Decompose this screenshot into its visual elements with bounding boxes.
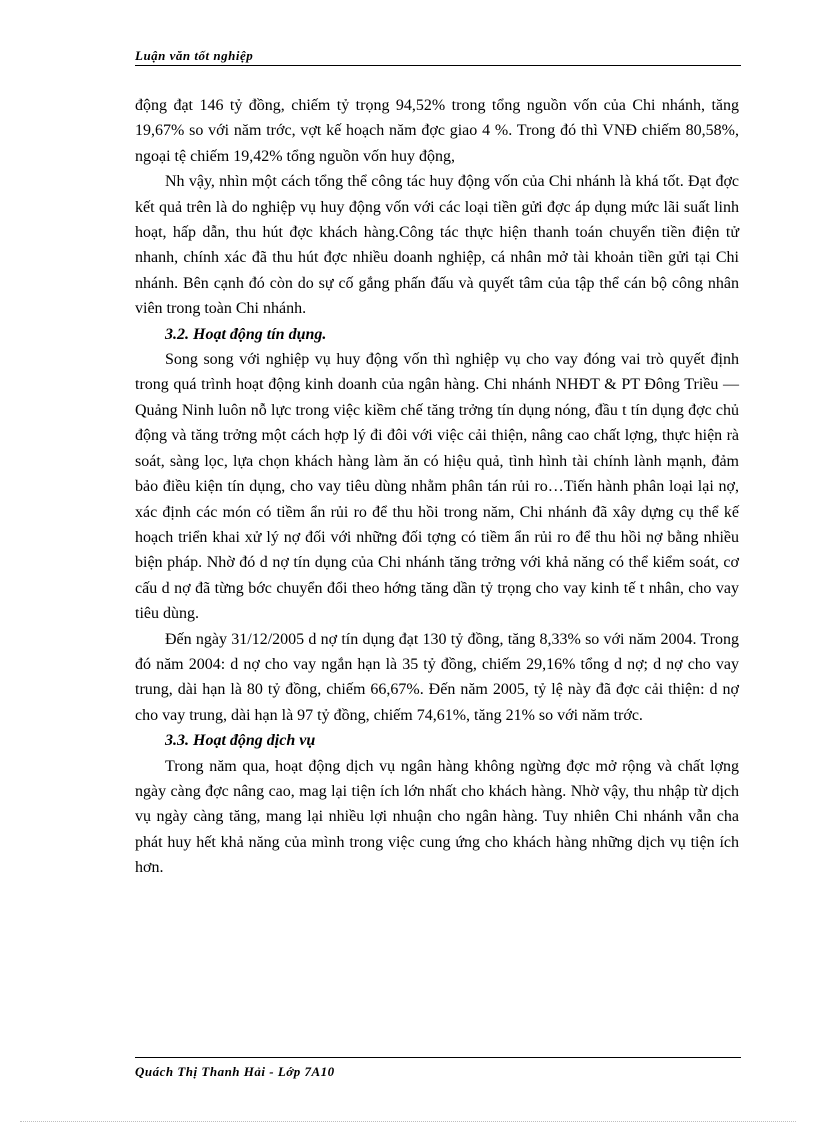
page-header: Luận văn tốt nghiệp (135, 48, 254, 63)
page-footer: Quách Thị Thanh Hải - Lớp 7A10 (135, 1064, 335, 1079)
page-body (135, 93, 739, 881)
paragraph-credit-figures: Đến ngày 31/12/2005 d nợ tín dụng đạt 130 tỷ đồng, tăng 8,33% so với năm 2004. Trong đó năm 2004: d nợ cho vay ngắn hạn là 35 tỷ đồng, chiếm 29,16% tổng d nợ; d nợ cho vay trung, dài hạn là 80 tỷ đồng, chiếm 66,67%. Đến năm 2005, tỷ lệ này đã đợc cải thiện: d nợ cho vay trung, dài hạn là 97 tỷ đồng, chiếm 74,61%, tăng 21% so với năm trớc. (135, 630, 739, 724)
paragraph-mobilization-summary: Nh vậy, nhìn một cách tổng thể công tác huy động vốn của Chi nhánh là khá tốt. Đạt đợc kết quả trên là do nghiệp vụ huy động vốn với các loại tiền gửi đợc áp dụng mức lãi suất linh hoạt, hấp dẫn, thu hút đợc khách hàng.Công tác thực hiện thanh toán chuyển tiền điện tử nhanh, chính xác đã thu hút đợc nhiều doanh nghiệp, cá nhân mở tài khoản tiền gửi tại Chi nhánh. Bên cạnh đó còn do sự cố gắng phấn đấu và quyết tâm của tập thể cán bộ công nhân viên trong toàn Chi nhánh. (135, 173, 739, 318)
page-bottom-dotted-line (20, 1121, 796, 1122)
paragraph-service-activity: Trong năm qua, hoạt động dịch vụ ngân hàng không ngừng đợc mở rộng và chất lợng ngày càng đợc nâng cao, mag lại tiện ích lớn nhất cho khách hàng. Nhờ vậy, thu nhập từ dịch vụ ngày càng tăng, mang lại nhiều lợi nhuận cho ngân hàng. Tuy nhiên Chi nhánh vẫn cha phát huy hết khả năng của mình trong việc cung ứng cho khách hàng những dịch vụ tiện ích hơn. (135, 757, 739, 877)
header-rule (135, 65, 741, 66)
footer-rule (135, 1057, 741, 1058)
paragraph-capital-mobilization: động đạt 146 tỷ đồng, chiếm tỷ trọng 94,52% trong tổng nguồn vốn của Chi nhánh, tăng 19,67% so với năm trớc, vợt kế hoạch năm đợc giao 4 %. Trong đó thì VNĐ chiếm 80,58%, ngoại tệ chiếm 19,42% tổng nguồn vốn huy động, (135, 97, 739, 165)
heading-credit-activity: 3.2. Hoạt động tín dụng. (165, 325, 327, 343)
heading-service-activity: 3.3. Hoạt động dịch vụ (165, 732, 316, 750)
paragraph-credit-activity: Song song với nghiệp vụ huy động vốn thì nghiệp vụ cho vay đóng vai trò quyết định trong quá trình hoạt động kinh doanh của ngân hàng. Chi nhánh NHĐT & PT Đông Triều — Quảng Ninh luôn nỗ lực trong việc kiềm chế tăng trởng tín dụng nóng, đầu t tín dụng đợc chủ động và tăng trởng một cách hợp lý đi đôi với việc cải thiện, nâng cao chất lợng, thực hiện rà soát, sàng lọc, lựa chọn khách hàng làm ăn có hiệu quả, tình hình tài chính lành mạnh, đảm bảo điều kiện tín dụng, cho vay tiêu dùng nhằm phân tán rủi ro…Tiến hành phân loại lại nợ, xác định các món có tiềm ẩn rủi ro để thu hồi trong năm, Chi nhánh đã xây dựng cụ thể kế hoạch triển khai xử lý nợ đối với những đối tợng có tiềm ẩn rủi ro để thu hồi nợ bằng nhiều biện pháp. Nhờ đó d nợ tín dụng của Chi nhánh tăng trởng với khả năng có thể kiểm soát, cơ cấu d nợ đã từng bớc chuyển đổi theo hớng tăng dần tỷ trọng cho vay kinh tế t nhân, cho vay tiêu dùng. (135, 351, 739, 623)
